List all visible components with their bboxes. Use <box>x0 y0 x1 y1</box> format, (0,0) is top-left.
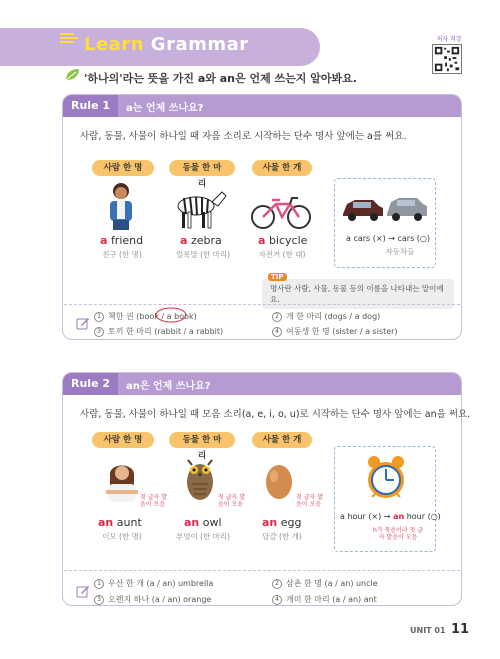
pencil-icon-2 <box>76 584 90 598</box>
rule1-ko-zebra: 얼룩말 (한 마리) <box>175 250 231 259</box>
hour-note: a hour (×) → an hour (○) <box>340 512 441 521</box>
tip-text: 명사란 사람, 사물, 동물 등의 이름을 나타내는 말이에요. <box>270 284 444 304</box>
rule1-category-animal: 동물 한 마리 <box>169 160 235 176</box>
rule1-exercise-2[interactable]: 2 개 한 마리 (dogs / a dog) <box>272 311 380 322</box>
intro-text: '하나의'라는 뜻을 가진 a와 an은 언제 쓰는지 알아봐요. <box>84 72 357 85</box>
hour-silent-note: h가 묵음이라 첫 글자 발음이 모음 <box>372 527 424 541</box>
pencil-icon <box>76 316 90 330</box>
rule1-explanation: 사람, 동물, 사물이 하나일 때 자음 소리로 시작하는 단수 명사 앞에는 a를 써요. <box>80 131 407 142</box>
rule1-word-zebra: a zebra <box>180 234 222 247</box>
cars-image <box>341 192 429 224</box>
owl-image <box>182 456 218 502</box>
rule2-exercise-2[interactable]: 2 삼촌 한 명 (a / an) uncle <box>272 578 378 589</box>
rule1-category-person: 사람 한 명 <box>92 160 154 176</box>
rule1-header <box>63 95 461 117</box>
rule2-tag: Rule 2 <box>63 373 118 395</box>
rule1-category-thing: 사물 한 개 <box>252 160 312 176</box>
rule1-tag: Rule 1 <box>63 95 118 117</box>
rule1-ko-friend: 친구 (한 명) <box>102 250 142 259</box>
rule1-exercise-3[interactable]: 3 토끼 한 마리 (rabbit / a rabbit) <box>94 326 223 337</box>
rule1-exercise-4[interactable]: 4 여동생 한 명 (sister / a sister) <box>272 326 398 337</box>
rule2-ko-egg: 달걀 (한 개) <box>262 532 302 541</box>
rule2-ko-owl: 부엉이 (한 마리) <box>175 532 231 541</box>
rule2-exercise-3[interactable]: 3 오렌지 하나 (a / an) orange <box>94 594 211 605</box>
page-number: 11 <box>451 622 470 637</box>
rule1-exercise-1[interactable]: 1 책한 권 (book / a book) <box>94 311 197 322</box>
tip-badge: TIP <box>268 273 287 281</box>
rule2-ko-aunt: 이모 (한 명) <box>102 532 142 541</box>
rule2-word-aunt: an aunt <box>98 516 142 529</box>
bicycle-image <box>250 196 312 230</box>
rule1-divider <box>64 304 460 305</box>
title-grammar: Grammar <box>150 34 249 55</box>
car-note: a cars (×) → cars (○) <box>346 234 431 243</box>
title-learn: Learn <box>84 34 145 55</box>
page-title <box>56 34 249 55</box>
rule1-word-bicycle: a bicycle <box>258 234 308 247</box>
aunt-image <box>102 458 142 502</box>
friend-image <box>104 182 138 230</box>
rule2-exercise-4[interactable]: 4 개미 한 마리 (a / an) ant <box>272 594 377 605</box>
rule2-word-egg: an egg <box>262 516 302 529</box>
footer-unit: UNIT 01 <box>410 626 446 635</box>
rule2-vowel-note-aunt: 첫 글자 발음이 모음 <box>140 494 167 508</box>
qr-label: 저자 직강 <box>436 36 462 43</box>
alarm-clock-icon <box>364 454 408 500</box>
rule2-category-person: 사람 한 명 <box>92 432 154 448</box>
egg-image <box>264 460 294 500</box>
rule1-word-friend: a friend <box>100 234 144 247</box>
qr-code-icon[interactable] <box>432 44 462 74</box>
rule1-question: a는 언제 쓰나요? <box>126 102 204 114</box>
rule2-category-animal: 동물 한 마리 <box>169 432 235 448</box>
rule2-word-owl: an owl <box>184 516 222 529</box>
rule2-explanation: 사람, 동물, 사물이 하나일 때 모음 소리(a, e, i, o, u)로 시작하는 단수 명사 앞에는 an을 써요. <box>80 409 471 420</box>
rule2-header <box>63 373 461 395</box>
zebra-image <box>170 186 228 230</box>
rule2-vowel-note-egg: 첫 글자 발음이 모음 <box>296 494 323 508</box>
rule2-category-thing: 사물 한 개 <box>252 432 312 448</box>
rule2-question: an은 언제 쓰나요? <box>126 380 211 392</box>
answer-circle-icon <box>155 307 187 323</box>
rule2-divider <box>64 570 460 571</box>
rule1-ko-bicycle: 자전거 (한 대) <box>258 250 306 259</box>
car-ko: 자동차들 <box>385 247 415 256</box>
rule2-exercise-1[interactable]: 1 우산 한 개 (a / an) umbrella <box>94 578 213 589</box>
rule2-vowel-note-owl: 첫 글자 발음이 모음 <box>218 494 245 508</box>
leaf-icon <box>64 68 80 82</box>
